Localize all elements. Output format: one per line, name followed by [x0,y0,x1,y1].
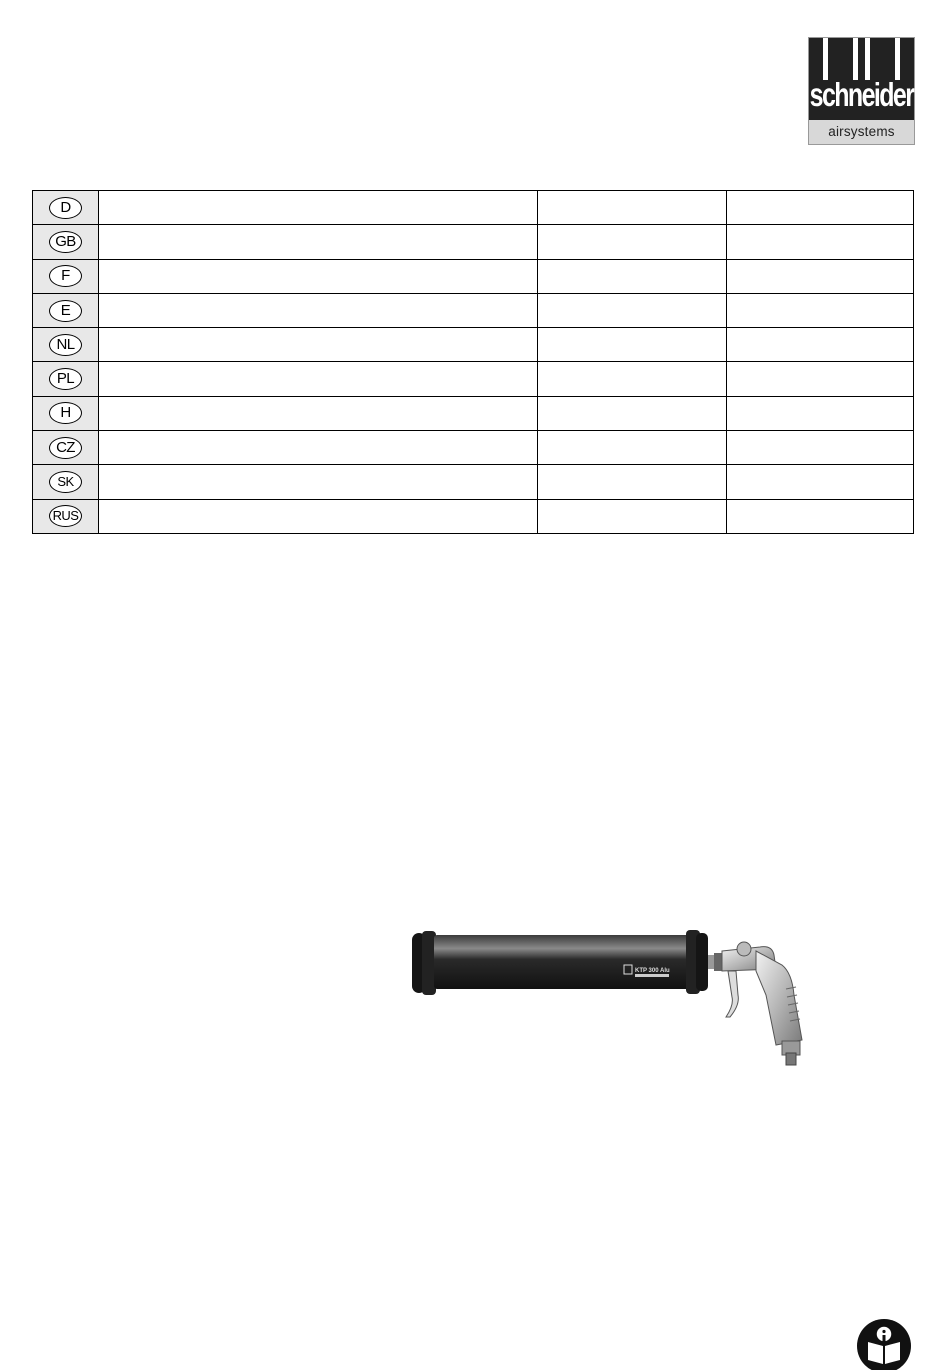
table-cell [538,396,727,430]
language-table [32,190,914,534]
table-cell [98,431,537,465]
table-row [33,259,914,293]
table-row [33,328,914,362]
language-code: SK [49,471,82,493]
table-cell [727,431,914,465]
table-row [33,499,914,533]
table-row [33,431,914,465]
svg-text:KTP 300 Alu: KTP 300 Alu [635,968,670,974]
table-cell [98,293,537,327]
table-cell [538,499,727,533]
table-row [33,465,914,499]
table-cell [727,465,914,499]
language-code: F [49,265,82,287]
table-cell [98,259,537,293]
table-cell [727,191,914,225]
table-cell [538,259,727,293]
table-cell [538,328,727,362]
table-cell [538,431,727,465]
table-cell [538,293,727,327]
table-cell [538,225,727,259]
table-cell [727,225,914,259]
language-code: GB [49,231,82,253]
table-row [33,293,914,327]
table-row [33,191,914,225]
table-cell [538,191,727,225]
table-cell [98,328,537,362]
table-cell [727,499,914,533]
table-cell [98,499,537,533]
language-code: NL [49,334,82,356]
language-code: D [49,197,82,219]
logo-wordmark: schneider [809,76,914,114]
table-cell [727,328,914,362]
table-row [33,396,914,430]
logo-subtitle: airsystems [809,120,914,144]
table-cell [727,293,914,327]
language-code: PL [49,368,82,390]
table-cell [727,259,914,293]
language-code: RUS [49,505,82,527]
table-cell [98,225,537,259]
language-code: CZ [49,437,82,459]
table-cell [538,362,727,396]
language-code: H [49,402,82,424]
table-row [33,225,914,259]
table-cell [538,465,727,499]
table-cell [98,465,537,499]
table-row [33,362,914,396]
cartridge-gun-illustration [410,925,810,1070]
table-cell [98,191,537,225]
table-cell [727,396,914,430]
table-cell [727,362,914,396]
read-manual-info-icon [856,1316,912,1370]
language-code: E [49,300,82,322]
schneider-logo [808,37,915,145]
table-cell [98,362,537,396]
product-label [635,968,670,974]
table-cell [98,396,537,430]
